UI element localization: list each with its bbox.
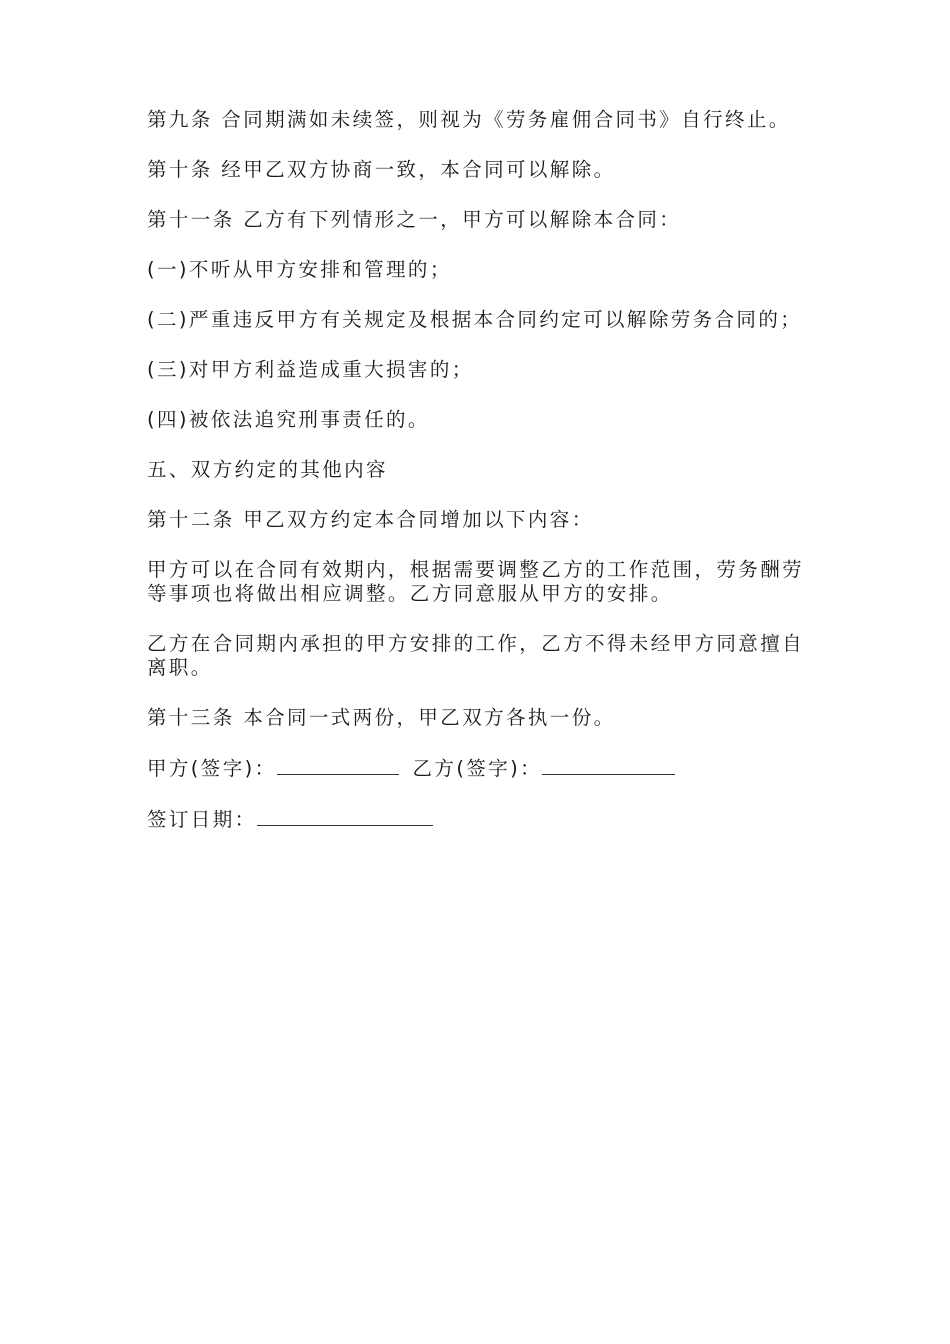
- section-heading-5: 五、双方约定的其他内容: [147, 458, 388, 481]
- signing-date-label: 签订日期：: [147, 808, 257, 831]
- clause-12-content-2: 乙方在合同期内承担的甲方安排的工作，乙方不得未经甲方同意擅自离职。: [147, 632, 805, 679]
- signature-row: [147, 756, 812, 781]
- clause-12-content-1: 甲方可以在合同有效期内，根据需要调整乙方的工作范围，劳务酬劳等事项也将做出相应调整。乙方同意服从甲方的安排。: [147, 558, 805, 605]
- clause-11-item-1: (一)不听从甲方安排和管理的；: [147, 258, 452, 281]
- date-row: [147, 807, 812, 832]
- clause-11-item-4: (四)被依法追究刑事责任的。: [147, 408, 430, 431]
- clause-13: 第十三条 本合同一式两份，甲乙双方各执一份。: [147, 706, 616, 729]
- document-body: [147, 108, 812, 858]
- party-b-signature-label: 乙方(签字)：: [412, 757, 543, 780]
- clause-12: 第十二条 甲乙双方约定本合同增加以下内容：: [147, 508, 594, 531]
- party-a-signature-label: 甲方(签字)：: [147, 757, 277, 780]
- party-b-signature-blank[interactable]: [542, 756, 675, 775]
- clause-11-item-3: (三)对甲方利益造成重大损害的；: [147, 358, 474, 381]
- clause-10: 第十条 经甲乙双方协商一致，本合同可以解除。: [147, 158, 616, 181]
- clause-9: 第九条 合同期满如未续签，则视为《劳务雇佣合同书》自行终止。: [147, 108, 791, 131]
- clause-11: 第十一条 乙方有下列情形之一，甲方可以解除本合同：: [147, 208, 682, 231]
- party-a-signature-blank[interactable]: [277, 756, 399, 775]
- signing-date-blank[interactable]: [257, 807, 433, 826]
- clause-11-item-2: (二)严重违反甲方有关规定及根据本合同约定可以解除劳务合同的；: [147, 308, 803, 331]
